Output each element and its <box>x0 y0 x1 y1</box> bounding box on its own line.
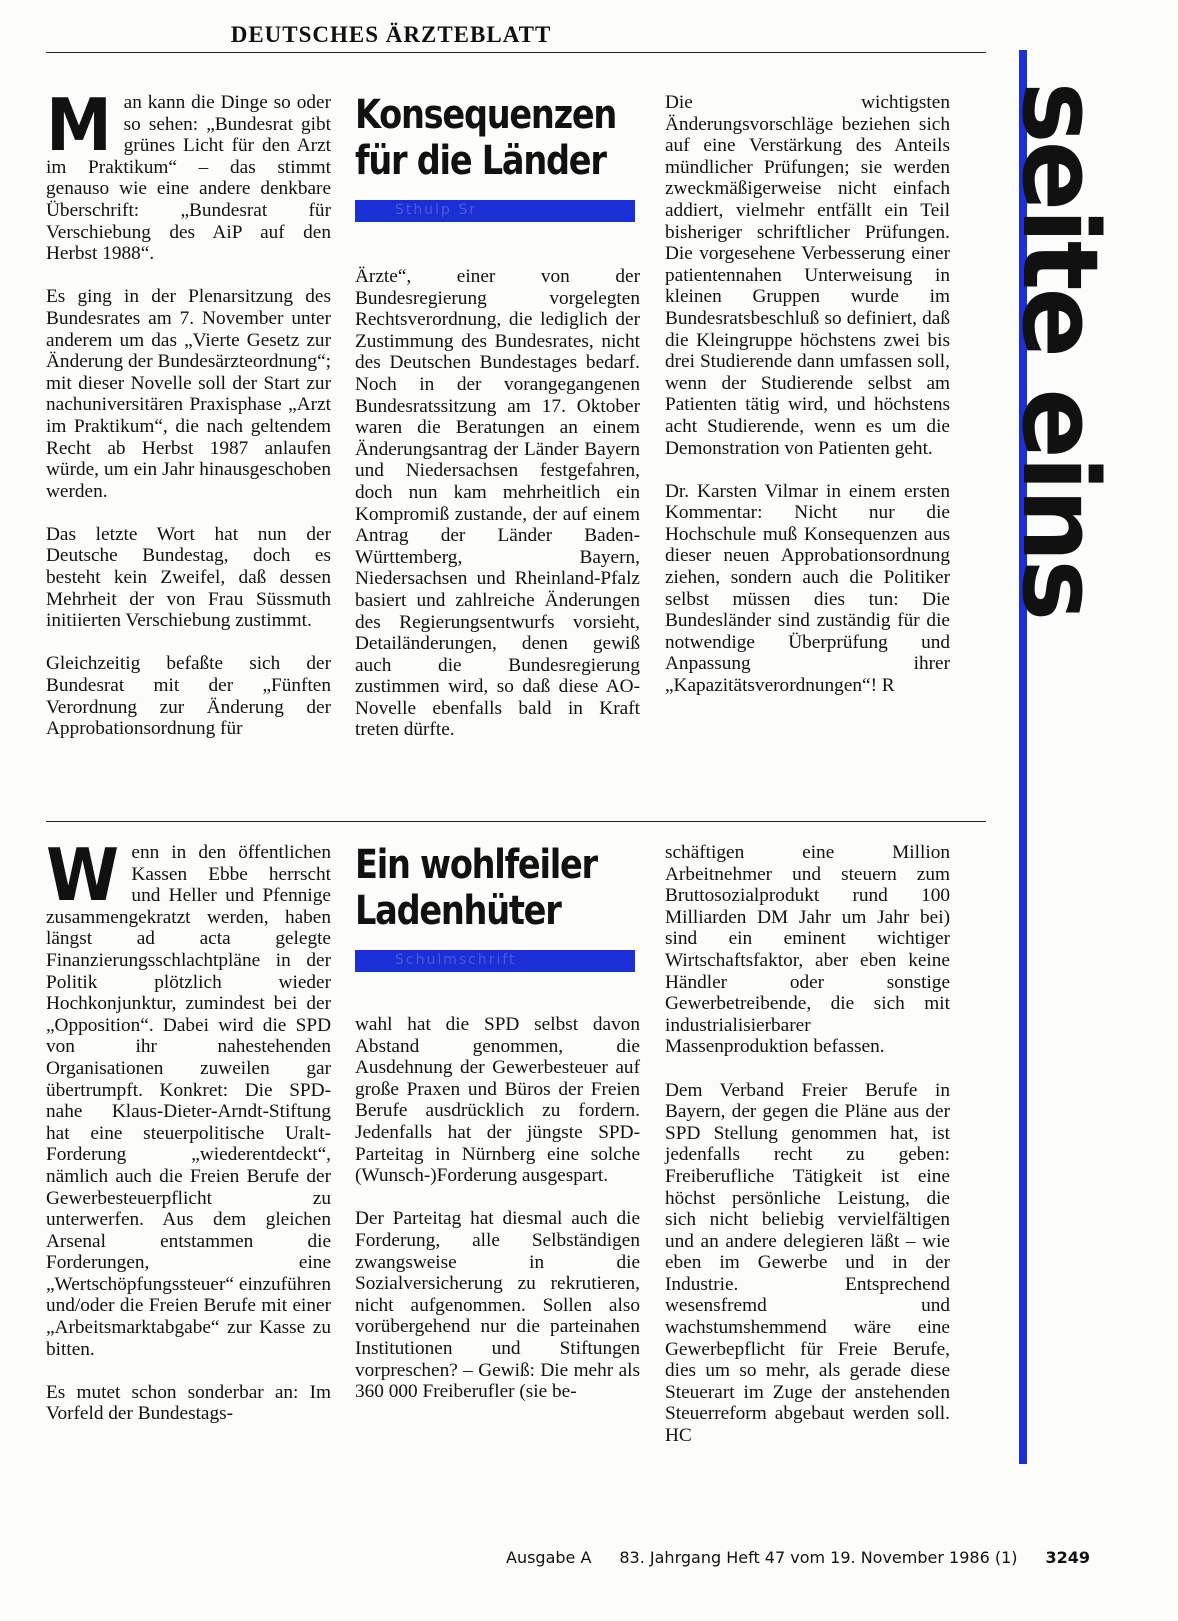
page-footer <box>506 1548 1090 1567</box>
rubric-label: Sthulp Sr <box>395 202 477 218</box>
masthead-title: DEUTSCHES ÄRZTEBLATT <box>230 22 552 47</box>
headline-line: Konsequenzen <box>355 92 617 138</box>
article1-column1 <box>46 83 331 740</box>
article2-paragraph: Wenn in den öffentlichen Kassen Ebbe herrscht und Heller und Pfennige zusammengekratzt werden, haben längst ad acta gelegte Finanzierungsschlachtpläne in der Politik plötzlich wieder Hochkonjunktur, zumindest bei der „Opposition“. Dabei wird die SPD von ihr nahestehenden Organisationen zuweilen gar übertrumpft. Konkret: Die SPD-nahe Klaus-Dieter-Arndt-Stiftung hat eine steuerpolitische Uralt-Forderung „wiederentdeckt“, nämlich auch die Freien Berufe der Gewerbesteuerpflicht zu unterwerfen. Aus dem gleichen Arsenal entstammen die Forderungen, eine „Wertschöpfungssteuer“ einzuführen und/oder die Freien Berufe mit einer „Arbeitsmarktabgabe“ zur Kasse zu bitten. <box>46 833 331 1360</box>
article1-dropcap: M <box>46 83 112 167</box>
article1-column2 <box>355 266 640 741</box>
issue-info: 83. Jahrgang Heft 47 vom 19. November 1986 (1) <box>619 1548 1018 1567</box>
article1-headline <box>355 92 617 184</box>
masthead <box>46 22 986 53</box>
article2-rubric-bar <box>355 950 635 972</box>
article2-column1 <box>46 833 331 1425</box>
article2-paragraph: wahl hat die SPD selbst davon Abstand genommen, die Ausdehnung der Gewerbesteuer auf große Praxen und Büros der Freien Berufe ausdrücklich zu fordern. Jedenfalls hat der jüngste SPD-Parteitag in Nürnberg eine solche (Wunsch-)Forderung ausgespart. <box>355 1014 640 1187</box>
section-title: seite eins <box>999 81 1121 619</box>
article2-paragraph: Dem Verband Freier Berufe in Bayern, der gegen die Pläne aus der SPD Stellung genommen hat, ist jedenfalls recht zu geben: Freiberufliche Tätigkeit ist eine höchst persönliche Leistung, die sich nicht beliebig vervielfältigen und an andere delegieren läßt – wie eben im Gewerbe und in der Industrie. Entsprechend wesensfremd und wachstumshemmend wäre eine Gewerbepflicht für Freie Berufe, dies um so mehr, als gerade diese Steuerart im Zuge der anstehenden Steuerreform abgebaut werden soll. HC <box>665 1079 950 1447</box>
article2-paragraph: Es mutet schon sonderbar an: Im Vorfeld der Bundestags- <box>46 1381 331 1425</box>
article2-headline <box>355 842 599 934</box>
headline-line: für die Länder <box>355 138 606 184</box>
article2-column2 <box>355 1014 640 1403</box>
article1-paragraph: Dr. Karsten Vilmar in einem ersten Kommentar: Nicht nur die Hochschule muß Konsequenzen aus dieser neuen Approbationsordnung ziehen, sondern auch die Politiker selbst müssen dies tun: Die Bundesländer sind zuständig für die notwendige Überprüfung und Anpassung ihrer „Kapazitätsverordnungen“! R <box>665 480 950 697</box>
article2-column3 <box>665 842 950 1447</box>
rubric-label: Schulmschrift <box>395 952 517 968</box>
headline-line: Ein wohlfeiler <box>355 842 597 888</box>
article2-paragraph: Der Parteitag hat diesmal auch die Forderung, alle Selbständigen zwangsweise in die Sozialversicherung zu rekrutieren, nicht aufgenommen. Sollen also vorübergehend nur die parteinahen Institutionen und Stiftungen vorpreschen? – Gewiß: Die mehr als 360 000 Freiberufler (sie be- <box>355 1208 640 1403</box>
article1-paragraph: Das letzte Wort hat nun der Deutsche Bundestag, doch es besteht kein Zweifel, daß dessen Mehrheit der von Frau Süssmuth initiierten Verschiebung zustimmt. <box>46 523 331 632</box>
article1-paragraph: Es ging in der Plenarsitzung des Bundesrates am 7. November unter anderem um das „Vierte Gesetz zur Änderung der Bundesärzteordnung“; mit dieser Novelle soll der Start zur nachuniversitären Praxisphase „Arzt im Praktikum“, die nach geltendem Recht ab Herbst 1987 anlaufen würde, um ein Jahr hinausgeschoben werden. <box>46 286 331 502</box>
edition-label: Ausgabe A <box>506 1548 592 1567</box>
headline-line: Ladenhüter <box>355 888 561 934</box>
article2-dropcap: W <box>46 833 120 917</box>
article1-paragraph: Gleichzeitig befaßte sich der Bundesrat mit der „Fünften Verordnung zur Änderung der Approbationsordnung für <box>46 653 331 740</box>
article1-paragraph: Ärzte“, einer von der Bundesregierung vorgelegten Rechtsverordnung, die lediglich der Zustimmung des Bundesrates, nicht des Deutschen Bundestages bedarf. Noch in der vorangegangenen Bundesratssitzung am 17. Oktober waren die Beratungen an einem Änderungsantrag der Länder Bayern und Niedersachsen festgefahren, doch nun kam mehrheitlich ein Kompromiß zustande, der auf einem Antrag der Länder Baden-Württemberg, Bayern, Niedersachsen und Rheinland-Pfalz basiert und zahlreiche Änderungen des Regierungsentwurfs vorsieht, Detailänderungen, denen gewiß auch die Bundesregierung zustimmen wird, so daß diese AO-Novelle ebenfalls bald in Kraft treten dürfte. <box>355 266 640 741</box>
article-divider <box>46 821 986 822</box>
article1-paragraph: Die wichtigsten Änderungsvorschläge beziehen sich auf eine Verstärkung des Anteils mündlicher Prüfungen; sie werden zweckmäßigerweise nicht einfach addiert, vielmehr entfällt ein Teil bisheriger schriftlicher Prüfungen. Die vorgesehene Verbesserung einer patientennahen Unterweisung in kleinen Gruppen wurde im Bundesratsbeschluß so definiert, daß die Kleingruppe höchstens zwei bis drei Studierende dann umfassen soll, wenn der Studierende selbst am Patienten tätig wird, und höchstens acht Studierende, wenn es um die Demonstration von Patienten geht. <box>665 92 950 459</box>
article1-column3 <box>665 92 950 697</box>
article1-rubric-bar <box>355 200 635 222</box>
article1-paragraph: Man kann die Dinge so oder so sehen: „Bundesrat gibt grünes Licht für den Arzt im Praktikum“ – das stimmt genauso wie eine andere denkbare Überschrift: „Bundesrat für Verschiebung des AiP auf den Herbst 1988“. <box>46 83 331 265</box>
page-number: 3249 <box>1045 1548 1090 1567</box>
article2-paragraph: schäftigen eine Million Arbeitnehmer und steuern zum Bruttosozialprodukt rund 100 Milliarden DM Jahr um Jahr bei) sind ein eminent wichtiger Wirtschaftsfaktor, aber eben keine Händler oder sonstige Gewerbetreibende, die sich mit industrialisierbarer Massenproduktion befassen. <box>665 842 950 1058</box>
